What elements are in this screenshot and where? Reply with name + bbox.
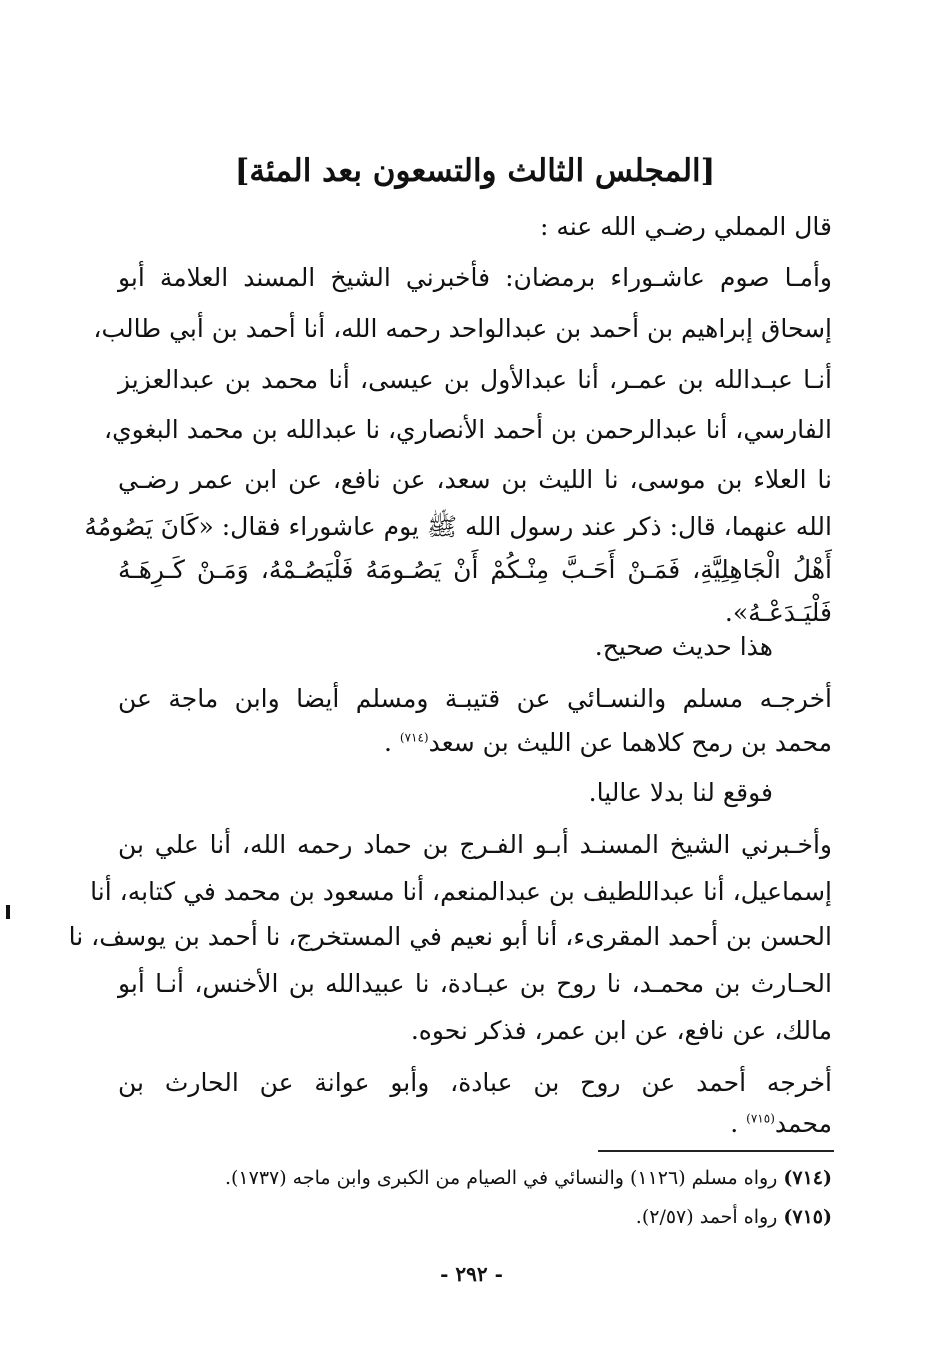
text-line: فوقع لنا بدلا عاليا. (588, 778, 773, 807)
scan-edge-mark (6, 905, 10, 919)
footnote-number: (٧١٤) (783, 1167, 832, 1189)
text-line: الله عنهما، قال: ذكر عند رسول الله ﷺ يوم عاشوراء فقال: «كَانَ يَصُومُهُ (84, 512, 832, 541)
text-segment: محمد بن رمح كلاهما عن الليث بن سعد (428, 728, 832, 757)
footnote-number: (٧١٥) (783, 1206, 832, 1228)
text-line-grading: هذا حديث صحيح. (594, 632, 773, 661)
text-line: محمد$^{(٧١٥)}$ . (730, 1109, 832, 1138)
text-line: الفارسي، أنا عبدالرحمن بن أحمد الأنصاري، نا عبدالله بن محمد البغوي، (104, 415, 832, 444)
text-line: أَهْلُ الْجَاهِلِيَّةِ، فَمَـنْ أَحَـبَّ مِنْـكُمْ أَنْ يَصُـومَهُ فَلْيَصُـمْهُ، وَمَـنْ كَـرِهَـهُ (118, 555, 832, 584)
text-line: الحـارث بن محمـد، نا روح بن عبـادة، نا عبيدالله بن الأخنس، أنـا أبو (118, 969, 832, 998)
text-line: مالك، عن نافع، عن ابن عمر، فذكر نحوه. (410, 1016, 832, 1045)
footnote-text: رواه أحمد (٢/٥٧). (635, 1206, 778, 1228)
text-line: أخرجه أحمد عن روح بن عبادة، وأبو عوانة عن الحارث بن (118, 1068, 832, 1097)
text-line: نا العلاء بن موسى، نا الليث بن سعد، عن نافع، عن ابن عمر رضـي (118, 465, 832, 494)
footnote-marker-714: (٧١٤) (399, 730, 429, 745)
footnote-714 (118, 1162, 832, 1194)
text-line: فَلْيَـدَعْـهُ». (724, 598, 832, 627)
text-segment: محمد (774, 1109, 832, 1138)
footnote-text: رواه مسلم (١١٢٦) والنسائي في الصيام من الكبرى وابن ماجه (١٧٣٧). (224, 1167, 778, 1189)
footnote-715 (118, 1201, 832, 1233)
footnote-divider (598, 1150, 834, 1152)
text-line: الحسن بن أحمد المقرىء، أنا أبو نعيم في المستخرج، نا أحمد بن يوسف، نا (68, 922, 832, 951)
text-line: أخرجـه مسلم والنسـائي عن قتيبـة ومسلم أيضا وابن ماجة عن (118, 684, 832, 713)
text-line: إسحاق إبراهيم بن أحمد بن عبدالواحد رحمه الله، أنا أحمد بن أبي طالب، (93, 314, 832, 343)
text-line: أنـا عبـدالله بن عمـر، أنا عبدالأول بن عيسى، أنا محمد بن عبدالعزيز (118, 365, 832, 394)
text-line: وأمـا صوم عاشـوراء برمضان: فأخبرني الشيخ المسند العلامة أبو (118, 263, 832, 292)
text-line-intro: قال المملي رضـي الله عنه : (539, 212, 832, 241)
text-line: وأخـبرني الشيخ المسنـد أبـو الفـرج بن حماد رحمه الله، أنا علي بن (118, 830, 832, 859)
text-line: محمد بن رمح كلاهما عن الليث بن سعد$^{(٧١٤)}$ . (383, 728, 832, 757)
page-number: - ٢٩٢ - (440, 1262, 503, 1286)
page-title: [المجلس الثالث والتسعون بعد المئة] (234, 153, 716, 189)
footnote-marker-715: (٧١٥) (746, 1111, 775, 1126)
text-line: إسماعيل، أنا عبداللطيف بن عبدالمنعم، أنا مسعود بن محمد في كتابه، أنا (90, 877, 832, 906)
